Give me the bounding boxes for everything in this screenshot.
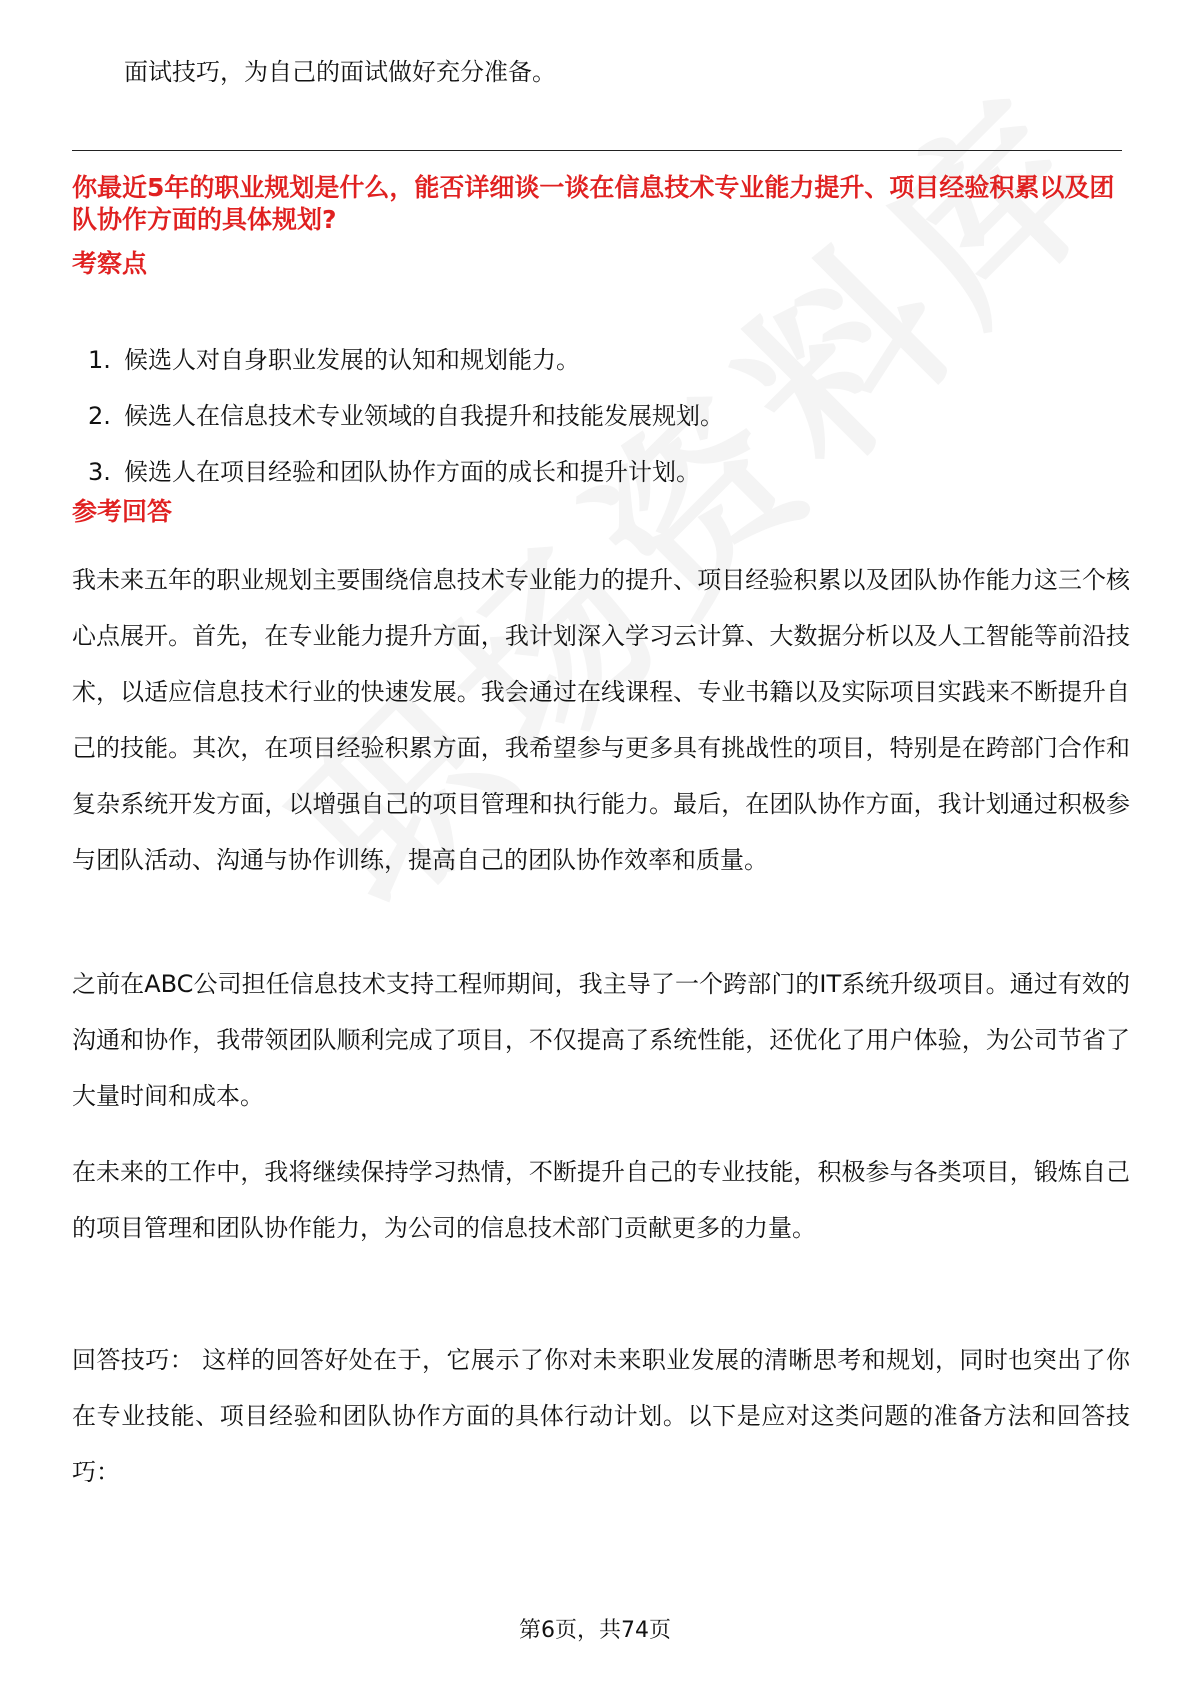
answer-paragraph: 我未来五年的职业规划主要围绕信息技术专业能力的提升、项目经验积累以及团队协作能力这三个核心点展开。首先，在专业能力提升方面，我计划深入学习云计算、大数据分析以及人工智能等前沿技术，以适应信息技术行业的快速发展。我会通过在线课程、专业书籍以及实际项目实践来不断提升自己的技能。其次，在项目经验积累方面，我希望参与更多具有挑战性的项目，特别是在跨部门合作和复杂系统开发方面，以增强自己的项目管理和执行能力。最后，在团队协作方面，我计划通过积极参与团队活动、沟通与协作训练，提高自己的团队协作效率和质量。 xyxy=(72,566,1130,874)
answer-paragraph: 在未来的工作中，我将继续保持学习热情，不断提升自己的专业技能，积极参与各类项目，锻炼自己的项目管理和团队协作能力，为公司的信息技术部门贡献更多的力量。 xyxy=(72,1158,1130,1242)
list-item xyxy=(72,396,1122,452)
list-number: 3. xyxy=(88,458,111,486)
question-heading: 你最近5年的职业规划是什么，能否详细谈一谈在信息技术专业能力提升、项目经验积累以及团队协作方面的具体规划? xyxy=(72,173,1115,234)
list-item xyxy=(72,340,1122,396)
list-item-text: 候选人在信息技术专业领域的自我提升和技能发展规划。 xyxy=(124,402,724,430)
list-item-text: 候选人对自身职业发展的认知和规划能力。 xyxy=(124,346,580,374)
answer-paragraph: 之前在ABC公司担任信息技术支持工程师期间，我主导了一个跨部门的IT系统升级项目。通过有效的沟通和协作，我带领团队顺利完成了项目，不仅提高了系统性能，还优化了用户体验，为公司节省了大量时间和成本。 xyxy=(72,970,1130,1110)
tips-paragraph: 回答技巧： 这样的回答好处在于，它展示了你对未来职业发展的清晰思考和规划，同时也突出了你在专业技能、项目经验和团队协作方面的具体行动计划。以下是应对这类问题的准备方法和回答技巧： xyxy=(72,1346,1130,1486)
section-divider xyxy=(72,150,1122,151)
list-number: 1. xyxy=(88,346,111,374)
lead-line: 面试技巧，为自己的面试做好充分准备。 xyxy=(124,58,556,86)
reference-heading: 参考回答 xyxy=(72,497,173,526)
list-item-text: 候选人在项目经验和团队协作方面的成长和提升计划。 xyxy=(124,458,700,486)
list-number: 2. xyxy=(88,402,111,430)
assessment-heading: 考察点 xyxy=(72,249,148,278)
page-number: 第6页，共74页 xyxy=(519,1618,671,1643)
assessment-list xyxy=(72,340,1122,508)
list-item xyxy=(72,452,1122,508)
